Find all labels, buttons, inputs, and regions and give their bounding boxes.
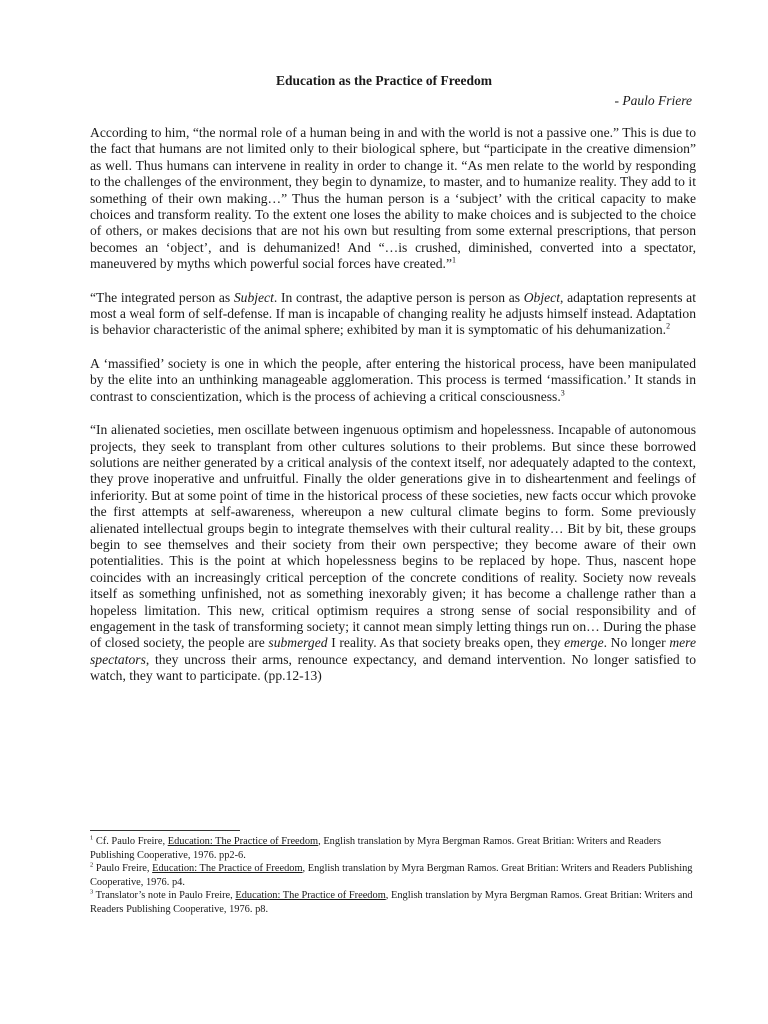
footnote-number: 2 <box>90 861 94 869</box>
emphasis: Subject <box>233 289 274 305</box>
footnotes <box>90 835 700 916</box>
paragraph-text: A ‘massified’ society is one in which the people, after entering the historical process, have been manipulated by the elite into an unthinking manageable agglomeration. This process is termed ‘massification.’ It stands in contrast to conscientization, which is the process of achieving a critical consciousness. <box>90 355 696 404</box>
book-title: Education: The Practice of Freedom <box>167 836 319 847</box>
footnote-text: , English translation by Myra Bergman Ramos. Great Britian: Writers and Readers Publishing Cooperative, 1976. p8. <box>90 890 693 915</box>
book-title: Education: The Practice of Freedom <box>152 863 303 874</box>
document-author: - Paulo Friere <box>614 93 692 108</box>
emphasis: Object <box>523 289 560 305</box>
footnote-text: Translator’s note in Paulo Freire, <box>93 890 236 901</box>
footnote-1 <box>90 835 700 862</box>
paragraph-4 <box>90 422 696 685</box>
footnote-2 <box>90 862 700 889</box>
footnote-ref: 2 <box>666 321 671 331</box>
paragraph-text: According to him, “the normal role of a human being in and with the world is not a passive one.” This is due to the fact that humans are not limited only to their biological sphere, but “participate in the creative dimension” as well. Thus humans can intervene in reality in order to change it. “As men relate to the world by responding to the challenges of the environment, they begin to dynamize, to master, and to humanize reality. They add to it something of their own making…” Thus the human person is a ‘subject’ with the critical capacity to make choices and transform reality. To the extent one loses the ability to make choices and is subjected to the choice of others, or makes decisions that are not his own but resulting from some external prescriptions, that person becomes an ‘object’, and is dehumanized! And “…is crushed, diminished, converted into a spectator, maneuvered by myths which powerful social forces have created.” <box>90 125 696 272</box>
paragraph-3 <box>90 356 696 405</box>
footnote-number: 1 <box>90 834 94 842</box>
footnote-number: 3 <box>90 888 94 896</box>
paragraph-text: I reality. As that society breaks open, they <box>327 635 565 651</box>
emphasis: mere spectators <box>90 635 696 667</box>
emphasis: submerged <box>268 635 328 651</box>
paragraph-text: , they uncross their arms, renounce expectancy, and demand intervention. No longer satisfied to watch, they want to participate. (pp.12-13) <box>90 651 696 684</box>
paragraph-text: . In contrast, the adaptive person is person as <box>273 289 524 305</box>
footnote-ref: 3 <box>560 388 565 398</box>
paragraph-text: . No longer <box>603 635 670 651</box>
footnote-text: Cf. Paulo Freire, <box>93 836 168 847</box>
footnote-text: , English translation by Myra Bergman Ramos. Great Britian: Writers and Readers Publishing Cooperative, 1976. pp2-6. <box>90 836 662 861</box>
footnote-text: , English translation by Myra Bergman Ramos. Great Britian: Writers and Readers Publishing Cooperative, 1976. p4. <box>90 863 693 888</box>
paragraph-text: “In alienated societies, men oscillate between ingenuous optimism and hopelessness. Incapable of autonomous projects, they seek to transplant from other cultures solutions to their problems. But since these borrowed solutions are neither generated by a critical analysis of the context itself, nor adequately adapted to the context, they prove inoperative and unfruitful. Finally the older generations give in to disheartenment and feelings of inferiority. But at some point of time in the historical process of these societies, new facts occur which provoke the first attempts at self-awareness, whereupon a new cultural climate begins to form. Some previously alienated intellectual groups begin to integrate themselves with their cultural reality… Bit by bit, these groups begin to see themselves and their society from their own perspective; they become aware of their own potentialities. This is the point at which hopelessness begins to be replaced by hope. Thus, nascent hope coincides with an increasingly critical perception of the concrete conditions of reality. Society now reveals itself as something unfinished, not as something inexorably given; it has become a challenge rather than a hopeless limitation. This new, critical optimism requires a strong sense of social responsibility and of engagement in the task of transforming society; it cannot mean simply letting things run on… During the phase of closed society, the people are <box>90 422 696 651</box>
footnote-separator <box>90 830 240 831</box>
paragraph-text: , adaptation represents at most a weal form of self-defense. If man is incapable of changing reality he adjusts himself instead. Adaptation is behavior characteristic of the animal sphere; exhibited by man it is symptomatic of his dehumanization. <box>90 289 696 338</box>
emphasis: emerge <box>564 635 604 651</box>
footnote-text: Paulo Freire, <box>93 863 153 874</box>
paragraph-text: “The integrated person as <box>90 289 234 305</box>
paragraph-2 <box>90 290 696 339</box>
paragraph-1 <box>90 125 696 273</box>
document-body <box>90 125 696 702</box>
book-title: Education: The Practice of Freedom <box>235 890 386 901</box>
footnote-ref: 1 <box>451 255 456 265</box>
footnote-3 <box>90 889 700 916</box>
document-title: Education as the Practice of Freedom <box>275 73 493 88</box>
